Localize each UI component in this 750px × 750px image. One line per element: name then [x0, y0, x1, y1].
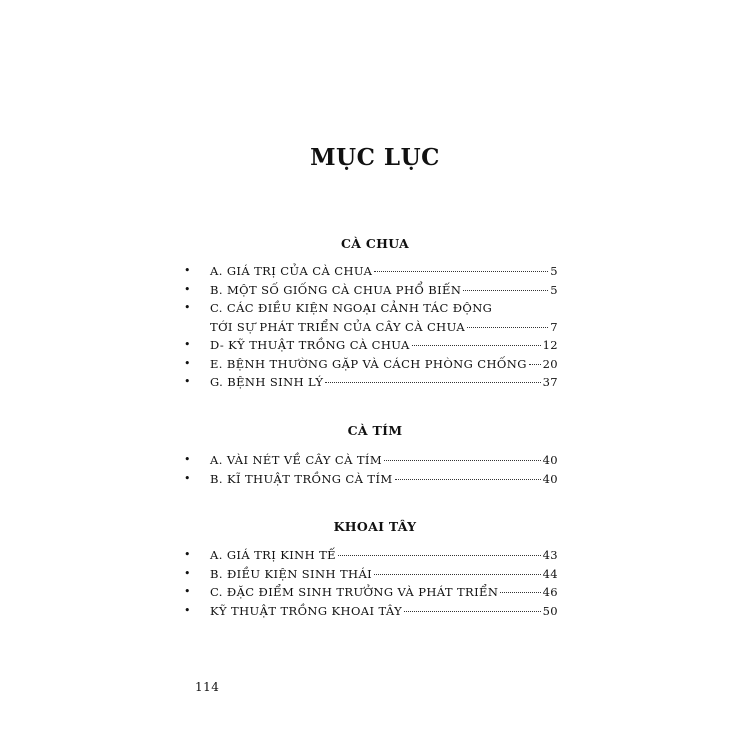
bullet-icon: • — [184, 548, 191, 561]
toc-item-title: A. GIÁ TRỊ CỦA CÀ CHUA — [210, 264, 373, 278]
page-title: MỤC LỤC — [310, 144, 440, 171]
toc-item-page: 5 — [550, 282, 558, 297]
toc-item-page: 40 — [542, 471, 558, 486]
bullet-icon: • — [184, 603, 191, 617]
toc-item[interactable] — [184, 546, 558, 565]
bullet-icon: • — [184, 453, 191, 466]
toc-item-page: 37 — [542, 375, 558, 389]
toc-list-ca-tim — [184, 451, 558, 488]
toc-item-page: 5 — [550, 264, 558, 278]
toc-item-page: 12 — [542, 338, 558, 352]
dot-leader — [384, 460, 541, 461]
toc-item-page: 44 — [542, 566, 558, 581]
toc-item-title: G. BỆNH SINH LÝ — [210, 375, 324, 389]
toc-item[interactable] — [184, 451, 558, 470]
dot-leader — [374, 271, 548, 272]
toc-item[interactable] — [184, 583, 558, 602]
toc-item-title: C. ĐẶC ĐIỂM SINH TRƯỞNG VÀ PHÁT TRIỂN — [210, 585, 499, 599]
toc-item[interactable] — [184, 565, 558, 584]
toc-item[interactable] — [184, 336, 558, 355]
dot-leader — [338, 555, 541, 556]
toc-item[interactable] — [184, 373, 558, 392]
bullet-icon: • — [184, 282, 191, 296]
toc-item-title: A. VÀI NÉT VỀ CÂY CÀ TÍM — [210, 453, 383, 467]
toc-item-title: KỸ THUẬT TRỒNG KHOAI TÂY — [210, 603, 403, 618]
dot-leader — [500, 592, 540, 593]
toc-item[interactable] — [184, 602, 558, 621]
toc-item-page: 40 — [542, 453, 558, 467]
toc-item[interactable] — [184, 281, 558, 300]
dot-leader — [529, 364, 541, 365]
dot-leader — [404, 611, 540, 612]
dot-leader — [467, 327, 548, 328]
toc-item-title: E. BỆNH THƯỜNG GẶP VÀ CÁCH PHÒNG CHỐNG — [210, 356, 527, 371]
dot-leader — [374, 574, 540, 575]
bullet-icon: • — [184, 585, 191, 598]
bullet-icon: • — [184, 471, 191, 485]
toc-item-title-line-1: C. CÁC ĐIỀU KIỆN NGOẠI CẢNH TÁC ĐỘNG — [210, 301, 493, 315]
toc-item[interactable] — [184, 355, 558, 374]
toc-item-page: 20 — [542, 356, 558, 371]
bullet-icon: • — [184, 356, 191, 370]
toc-item-title: B. KĨ THUẬT TRỒNG CÀ TÍM — [210, 471, 393, 486]
bullet-icon: • — [184, 375, 191, 388]
bullet-icon: • — [184, 264, 191, 277]
toc-item-title: B. ĐIỀU KIỆN SINH THÁI — [210, 566, 373, 581]
toc-item-page: 7 — [550, 319, 558, 334]
toc-item-page: 43 — [542, 548, 558, 562]
toc-item[interactable] — [184, 470, 558, 489]
page-number: 114 — [195, 680, 220, 694]
toc-item-page: 46 — [542, 585, 558, 599]
toc-item-title: B. MỘT SỐ GIỐNG CÀ CHUA PHỔ BIẾN — [210, 282, 462, 297]
dot-leader — [395, 479, 541, 480]
toc-item-title-line-2: TỚI SỰ PHÁT TRIỂN CỦA CÂY CÀ CHUA — [210, 319, 466, 334]
dot-leader — [412, 345, 541, 346]
toc-item[interactable] — [184, 299, 558, 336]
toc-item-title: D- KỸ THUẬT TRỒNG CÀ CHUA — [210, 338, 410, 352]
dot-leader — [463, 290, 548, 291]
toc-item[interactable] — [184, 262, 558, 281]
bullet-icon: • — [184, 566, 191, 580]
bullet-icon: • — [184, 338, 191, 351]
toc-list-ca-chua — [184, 262, 558, 392]
section-heading-khoai-tay: KHOAI TÂY — [333, 519, 417, 534]
toc-item-page: 50 — [542, 603, 558, 618]
dot-leader — [325, 382, 540, 383]
section-heading-ca-chua: CÀ CHUA — [340, 236, 410, 251]
section-heading-ca-tim: CÀ TÍM — [347, 423, 403, 438]
toc-list-khoai-tay — [184, 546, 558, 620]
bullet-icon: • — [184, 301, 191, 314]
toc-item-title: A. GIÁ TRỊ KINH TẾ — [210, 548, 336, 562]
